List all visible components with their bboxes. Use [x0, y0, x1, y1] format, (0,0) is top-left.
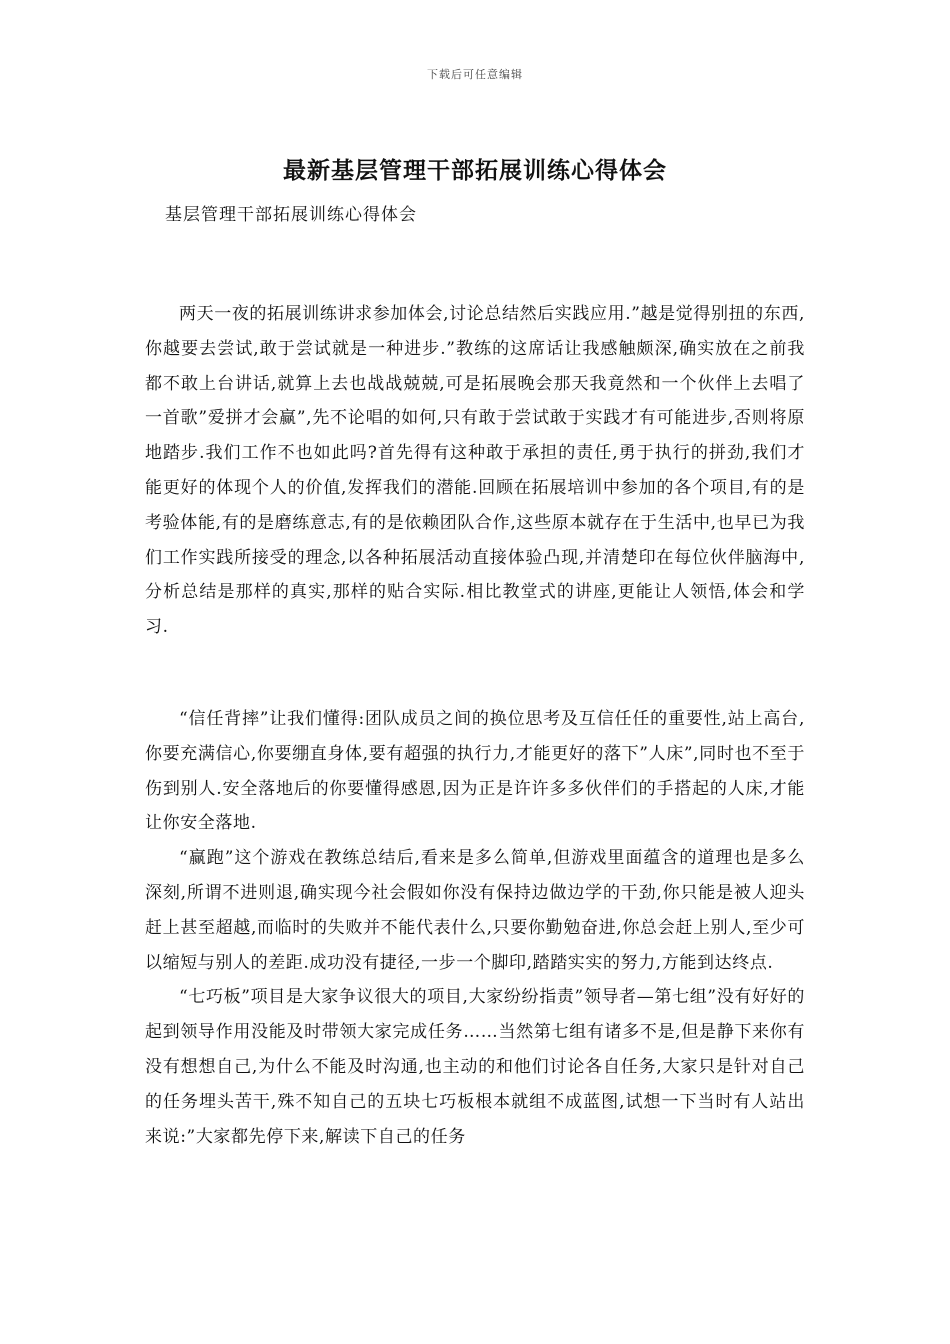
header-note: 下载后可任意编辑	[427, 68, 523, 81]
paragraph-tangram: “七巧板”项目是大家争议很大的项目,大家纷纷指责”领导者—第七组”没有好好的起到领导作用没能及时带领大家完成任务……当然第七组有诸多不是,但是静下来你有没有想想自己,为什么不能及时沟通,也主动的和他们讨论各自任务,大家只是针对自己的任务埋头苦干,殊不知自己的五块七巧板根本就组不成蓝图,试想一下当时有人站出来说:”大家都先停下来,解读下自己的任务	[145, 987, 805, 1147]
paragraph-race: “赢跑”这个游戏在教练总结后,看来是多么简单,但游戏里面蕴含的道理也是多么深刻,所谓不进则退,确实现今社会假如你没有保持边做边学的干劲,你只能是被人迎头赶上甚至超越,而临时的失败并不能代表什么,只要你勤勉奋进,你总会赶上别人,至少可以缩短与别人的差距.成功没有捷径,一步一个脚印,踏踏实实的努力,方能到达终点.	[145, 848, 805, 973]
body-block-intro	[145, 297, 805, 645]
document-subtitle: 基层管理干部拓展训练心得体会	[165, 205, 417, 225]
document-title: 最新基层管理干部拓展训练心得体会	[283, 157, 667, 184]
body-block-activities	[145, 702, 805, 1154]
paragraph-intro: 两天一夜的拓展训练讲求参加体会,讨论总结然后实践应用.”越是觉得别扭的东西,你越要去尝试,敢于尝试就是一种进步.”教练的这席话让我感触颇深,确实放在之前我都不敢上台讲话,就算上去也战战兢兢,可是拓展晚会那天我竟然和一个伙伴上去唱了一首歌”爱拼才会赢”,先不论唱的如何,只有敢于尝试敢于实践才有可能进步,否则将原地踏步.我们工作不也如此吗?首先得有这种敢于承担的责任,勇于执行的拼劲,我们才能更好的体现个人的价值,发挥我们的潜能.回顾在拓展培训中参加的各个项目,有的是考验体能,有的是磨练意志,有的是依赖团队合作,这些原本就存在于生活中,也早已为我们工作实践所接受的理念,以各种拓展活动直接体验凸现,并清楚印在每位伙伴脑海中,分析总结是那样的真实,那样的贴合实际.相比教堂式的讲座,更能让人领悟,体会和学习.	[145, 304, 805, 638]
paragraph-trust-fall: “信任背摔”让我们懂得:团队成员之间的换位思考及互信任任的重要性,站上高台,你要充满信心,你要绷直身体,要有超强的执行力,才能更好的落下”人床”,同时也不至于伤到别人.安全落地后的你要懂得感恩,因为正是许许多多伙伴们的手搭起的人床,才能让你安全落地.	[145, 709, 806, 834]
